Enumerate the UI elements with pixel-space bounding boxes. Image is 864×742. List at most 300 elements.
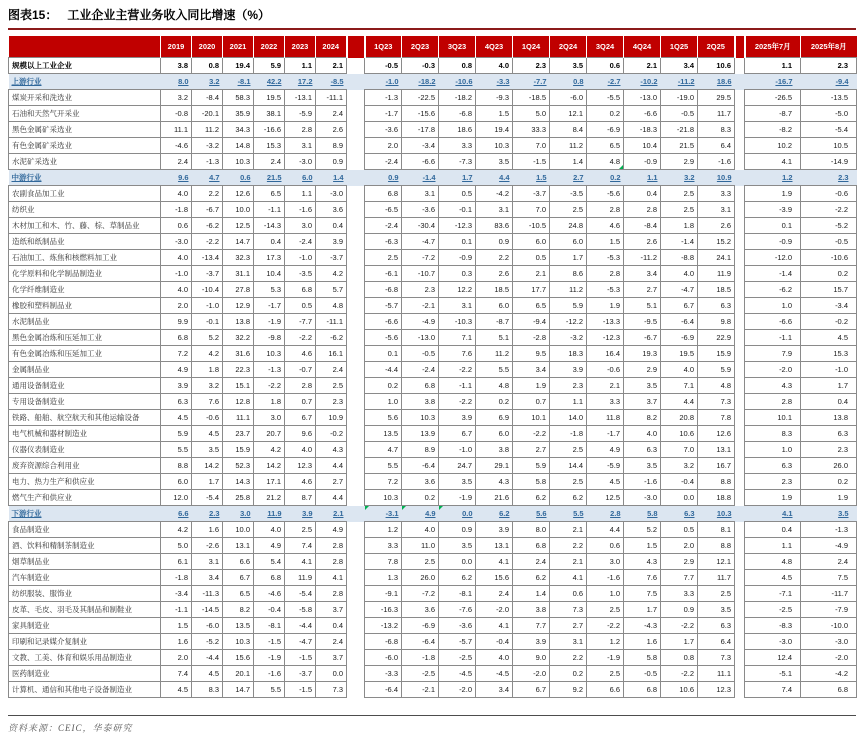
table-row <box>9 170 857 186</box>
cell: 0.4 <box>316 218 347 234</box>
cell: 6.8 <box>254 570 285 586</box>
cell: 4.2 <box>316 266 347 282</box>
cell: 6.7 <box>439 426 476 442</box>
cell: 10.3 <box>698 506 735 522</box>
cell: 6.4 <box>698 138 735 154</box>
cell: -1.9 <box>587 650 624 666</box>
comment-marker-icon <box>402 506 406 510</box>
cell: 4.0 <box>254 522 285 538</box>
cell: 2.6 <box>316 122 347 138</box>
column-gap <box>347 186 365 202</box>
cell: -4.7 <box>402 234 439 250</box>
table-header <box>9 36 857 58</box>
cell: -11.3 <box>192 586 223 602</box>
cell: 0.4 <box>624 186 661 202</box>
table-row <box>9 202 857 218</box>
cell: 1.7 <box>661 634 698 650</box>
cell: -18.2 <box>402 74 439 90</box>
cell: 24.7 <box>439 458 476 474</box>
cell: 1.3 <box>365 570 402 586</box>
cell: -3.4 <box>161 586 192 602</box>
column-gap <box>735 410 745 426</box>
column-gap <box>735 202 745 218</box>
column-gap <box>347 586 365 602</box>
cell: 23.7 <box>223 426 254 442</box>
column-header-year: 2024 <box>316 36 347 58</box>
cell: -18.2 <box>439 90 476 106</box>
column-header-year: 2019 <box>161 36 192 58</box>
cell: 0.4 <box>801 394 857 410</box>
cell: -14.5 <box>192 602 223 618</box>
cell: 8.3 <box>698 122 735 138</box>
cell: -4.3 <box>624 618 661 634</box>
cell: 2.7 <box>550 170 587 186</box>
table-row <box>9 570 857 586</box>
column-gap <box>735 442 745 458</box>
cell: -12.3 <box>587 330 624 346</box>
column-gap <box>735 650 745 666</box>
cell: 1.9 <box>801 490 857 506</box>
cell: -1.3 <box>801 522 857 538</box>
cell: 10.3 <box>223 634 254 650</box>
cell: 2.5 <box>550 202 587 218</box>
cell: 4.0 <box>624 426 661 442</box>
cell: 3.9 <box>161 378 192 394</box>
cell: 2.4 <box>476 586 513 602</box>
cell: 1.0 <box>365 394 402 410</box>
cell: -0.9 <box>745 234 801 250</box>
cell: 1.1 <box>624 170 661 186</box>
cell: 3.4 <box>624 266 661 282</box>
cell: 5.4 <box>254 554 285 570</box>
column-gap <box>735 666 745 682</box>
cell: 15.9 <box>698 346 735 362</box>
cell: 6.3 <box>698 618 735 634</box>
cell: 1.0 <box>745 442 801 458</box>
cell: 14.3 <box>223 474 254 490</box>
cell: 4.0 <box>161 186 192 202</box>
cell: 2.5 <box>550 442 587 458</box>
row-label: 金属制品业 <box>9 362 161 378</box>
cell: 6.0 <box>161 474 192 490</box>
cell: -3.6 <box>402 202 439 218</box>
cell: -3.5 <box>550 186 587 202</box>
cell: 6.3 <box>624 442 661 458</box>
cell: 4.0 <box>161 250 192 266</box>
table-row <box>9 314 857 330</box>
row-label: 家具制造业 <box>9 618 161 634</box>
comment-marker-icon <box>365 506 369 510</box>
cell: 2.4 <box>801 554 857 570</box>
row-label: 专用设备制造业 <box>9 394 161 410</box>
cell: -22.5 <box>402 90 439 106</box>
cell: 12.3 <box>285 458 316 474</box>
cell: 4.1 <box>476 554 513 570</box>
cell: -19.0 <box>661 90 698 106</box>
cell: -2.0 <box>439 682 476 698</box>
cell: 4.1 <box>745 506 801 522</box>
cell: 11.2 <box>550 282 587 298</box>
cell: 9.9 <box>161 314 192 330</box>
row-label: 农副食品加工业 <box>9 186 161 202</box>
cell: 11.1 <box>698 666 735 682</box>
cell: 6.5 <box>254 186 285 202</box>
cell: 7.5 <box>801 570 857 586</box>
cell: -18.5 <box>513 90 550 106</box>
table-row <box>9 554 857 570</box>
cell: 17.1 <box>254 474 285 490</box>
cell: 13.1 <box>476 538 513 554</box>
cell: -10.6 <box>439 74 476 90</box>
cell: 6.3 <box>698 298 735 314</box>
table-row <box>9 298 857 314</box>
cell: 7.0 <box>513 138 550 154</box>
cell: 4.4 <box>316 458 347 474</box>
cell: -3.0 <box>316 186 347 202</box>
cell: 1.7 <box>439 170 476 186</box>
cell: 6.7 <box>661 298 698 314</box>
cell: 9.6 <box>285 426 316 442</box>
cell: 3.2 <box>161 90 192 106</box>
cell: 11.0 <box>402 538 439 554</box>
cell: -6.7 <box>192 202 223 218</box>
column-gap <box>735 378 745 394</box>
cell: -4.7 <box>285 634 316 650</box>
cell: 0.5 <box>285 298 316 314</box>
cell: 29.5 <box>698 90 735 106</box>
cell: 7.2 <box>161 346 192 362</box>
cell: -1.1 <box>439 378 476 394</box>
cell: -0.1 <box>439 202 476 218</box>
table-row <box>9 282 857 298</box>
cell: -1.5 <box>285 650 316 666</box>
cell: -2.0 <box>476 602 513 618</box>
column-header-quarter: 3Q24 <box>587 36 624 58</box>
cell: 7.0 <box>513 202 550 218</box>
cell: 4.1 <box>550 570 587 586</box>
cell: 4.4 <box>661 394 698 410</box>
comment-marker-icon <box>619 165 623 169</box>
cell: 14.4 <box>550 458 587 474</box>
column-header-quarter: 2Q25 <box>698 36 735 58</box>
cell: 6.7 <box>513 682 550 698</box>
cell: -5.9 <box>285 106 316 122</box>
table-row <box>9 618 857 634</box>
cell: 2.2 <box>476 250 513 266</box>
row-label: 木材加工和木、竹、藤、棕、草制品业 <box>9 218 161 234</box>
cell: 2.0 <box>365 138 402 154</box>
cell: 3.9 <box>550 362 587 378</box>
cell: 7.1 <box>661 378 698 394</box>
cell: 2.8 <box>316 554 347 570</box>
cell: 8.0 <box>161 74 192 90</box>
cell: 2.5 <box>316 378 347 394</box>
column-gap <box>735 346 745 362</box>
cell: -1.9 <box>254 650 285 666</box>
cell: -30.4 <box>402 218 439 234</box>
cell: 4.8 <box>316 298 347 314</box>
cell: 21.6 <box>476 490 513 506</box>
cell: 6.3 <box>801 426 857 442</box>
cell: 10.0 <box>223 202 254 218</box>
cell: -11.2 <box>661 74 698 90</box>
column-gap <box>347 650 365 666</box>
cell: 6.6 <box>223 554 254 570</box>
table-row <box>9 186 857 202</box>
cell: -4.6 <box>254 586 285 602</box>
column-gap <box>735 426 745 442</box>
cell: -10.3 <box>439 314 476 330</box>
cell: 3.7 <box>316 650 347 666</box>
cell: 15.1 <box>223 378 254 394</box>
cell: -17.8 <box>402 122 439 138</box>
cell: 6.8 <box>402 378 439 394</box>
cell: -4.6 <box>161 138 192 154</box>
cell: -1.6 <box>587 570 624 586</box>
cell: 5.6 <box>365 410 402 426</box>
column-gap <box>347 362 365 378</box>
row-label: 废弃资源综合利用业 <box>9 458 161 474</box>
row-label: 化学原料和化学制品制造业 <box>9 266 161 282</box>
column-gap <box>735 522 745 538</box>
cell: 6.9 <box>476 410 513 426</box>
cell: 8.9 <box>402 442 439 458</box>
cell: 19.4 <box>223 58 254 74</box>
cell: 2.0 <box>661 538 698 554</box>
cell: 11.2 <box>550 138 587 154</box>
cell: 19.3 <box>624 346 661 362</box>
cell: 2.9 <box>661 554 698 570</box>
cell: 4.9 <box>402 506 439 522</box>
cell: 0.1 <box>439 234 476 250</box>
cell: -0.9 <box>439 250 476 266</box>
cell: 10.1 <box>745 410 801 426</box>
cell: 3.2 <box>192 74 223 90</box>
cell: 18.5 <box>698 282 735 298</box>
cell: 12.4 <box>745 650 801 666</box>
row-label: 皮革、毛皮、羽毛及其制品和制鞋业 <box>9 602 161 618</box>
cell: 3.4 <box>513 362 550 378</box>
cell: -13.0 <box>624 90 661 106</box>
cell: 2.4 <box>513 554 550 570</box>
cell: 16.1 <box>316 346 347 362</box>
cell: 16.7 <box>698 458 735 474</box>
cell: 4.9 <box>316 522 347 538</box>
cell: 10.3 <box>476 138 513 154</box>
cell: -6.9 <box>402 618 439 634</box>
cell: 4.7 <box>365 442 402 458</box>
cell: 6.5 <box>223 586 254 602</box>
cell: -2.5 <box>439 650 476 666</box>
cell: 3.3 <box>439 138 476 154</box>
cell: 13.1 <box>698 442 735 458</box>
cell: 6.1 <box>161 554 192 570</box>
cell: 2.1 <box>316 58 347 74</box>
cell: 2.9 <box>661 154 698 170</box>
table-row <box>9 602 857 618</box>
table-row <box>9 394 857 410</box>
cell: 2.3 <box>801 58 857 74</box>
cell: 4.1 <box>476 618 513 634</box>
cell: 9.2 <box>550 682 587 698</box>
cell: 2.2 <box>550 650 587 666</box>
cell: 1.4 <box>513 586 550 602</box>
cell: 6.3 <box>161 394 192 410</box>
cell: -5.3 <box>587 250 624 266</box>
cell: -3.3 <box>476 74 513 90</box>
column-gap <box>735 282 745 298</box>
table-row <box>9 474 857 490</box>
cell: -3.2 <box>550 330 587 346</box>
cell: -1.3 <box>254 362 285 378</box>
cell: -3.1 <box>365 506 402 522</box>
column-gap <box>347 250 365 266</box>
cell: 14.0 <box>550 410 587 426</box>
cell: -2.2 <box>801 202 857 218</box>
cell: -6.0 <box>192 618 223 634</box>
cell: 2.5 <box>698 586 735 602</box>
cell: 8.1 <box>698 522 735 538</box>
cell: 6.7 <box>223 570 254 586</box>
cell: 5.8 <box>624 650 661 666</box>
row-label: 石油加工、炼焦和核燃料加工业 <box>9 250 161 266</box>
column-gap <box>347 266 365 282</box>
cell: 1.8 <box>254 394 285 410</box>
cell: 6.5 <box>513 298 550 314</box>
cell: 1.4 <box>316 170 347 186</box>
cell: 4.5 <box>161 410 192 426</box>
column-gap <box>347 506 365 522</box>
cell: 4.5 <box>587 474 624 490</box>
cell: 12.5 <box>587 490 624 506</box>
cell: 0.8 <box>661 650 698 666</box>
cell: 6.3 <box>745 458 801 474</box>
row-label: 电力、热力生产和供应业 <box>9 474 161 490</box>
cell: 22.9 <box>698 330 735 346</box>
cell: 9.0 <box>513 650 550 666</box>
cell: -6.8 <box>365 634 402 650</box>
column-header-quarter: 2Q24 <box>550 36 587 58</box>
cell: -2.5 <box>745 602 801 618</box>
cell: -0.2 <box>801 314 857 330</box>
cell: -7.3 <box>439 154 476 170</box>
cell: 14.8 <box>223 138 254 154</box>
cell: -2.4 <box>365 218 402 234</box>
cell: -6.2 <box>316 330 347 346</box>
cell: 3.1 <box>550 634 587 650</box>
cell: -5.9 <box>587 458 624 474</box>
cell: -12.2 <box>550 314 587 330</box>
cell: -1.8 <box>402 650 439 666</box>
column-gap <box>735 474 745 490</box>
cell: 33.3 <box>513 122 550 138</box>
cell: 4.5 <box>192 426 223 442</box>
cell: 7.6 <box>439 346 476 362</box>
cell: -1.4 <box>402 170 439 186</box>
cell: 31.1 <box>223 266 254 282</box>
cell: -11.7 <box>801 586 857 602</box>
cell: 3.5 <box>439 538 476 554</box>
cell: -3.0 <box>801 634 857 650</box>
cell: 2.6 <box>624 234 661 250</box>
cell: 2.1 <box>624 58 661 74</box>
cell: 1.7 <box>192 474 223 490</box>
cell: 11.7 <box>698 570 735 586</box>
cell: 0.2 <box>476 394 513 410</box>
cell: 2.5 <box>587 602 624 618</box>
cell: 9.8 <box>698 314 735 330</box>
cell: -2.1 <box>402 298 439 314</box>
cell: 0.4 <box>254 234 285 250</box>
column-gap <box>735 154 745 170</box>
cell: 2.4 <box>254 154 285 170</box>
column-gap <box>735 490 745 506</box>
cell: -0.1 <box>192 314 223 330</box>
cell: 4.0 <box>661 266 698 282</box>
cell: -3.4 <box>801 298 857 314</box>
cell: 0.6 <box>161 218 192 234</box>
cell: -2.2 <box>285 330 316 346</box>
cell: 4.7 <box>192 170 223 186</box>
cell: -11.1 <box>316 314 347 330</box>
cell: 5.2 <box>192 330 223 346</box>
cell: 2.4 <box>316 106 347 122</box>
column-gap <box>347 298 365 314</box>
cell: -13.2 <box>365 618 402 634</box>
cell: 3.2 <box>661 170 698 186</box>
cell: 7.9 <box>745 346 801 362</box>
cell: 2.0 <box>161 298 192 314</box>
cell: 8.8 <box>698 474 735 490</box>
cell: 8.2 <box>624 410 661 426</box>
cell: 3.9 <box>439 410 476 426</box>
cell: 10.3 <box>223 154 254 170</box>
cell: 4.2 <box>192 346 223 362</box>
cell: -8.1 <box>223 74 254 90</box>
cell: 3.1 <box>192 554 223 570</box>
cell: 3.0 <box>587 554 624 570</box>
column-gap <box>735 554 745 570</box>
cell: 7.8 <box>365 554 402 570</box>
cell: 12.1 <box>550 106 587 122</box>
cell: -1.0 <box>192 298 223 314</box>
cell: -1.8 <box>161 570 192 586</box>
cell: 7.3 <box>698 650 735 666</box>
cell: -6.9 <box>661 330 698 346</box>
cell: 0.7 <box>513 394 550 410</box>
cell: 10.6 <box>698 58 735 74</box>
cell: 6.0 <box>476 298 513 314</box>
table-row <box>9 490 857 506</box>
cell: -1.7 <box>365 106 402 122</box>
column-gap <box>735 250 745 266</box>
cell: 20.8 <box>661 410 698 426</box>
cell: 2.4 <box>161 154 192 170</box>
cell: 13.5 <box>365 426 402 442</box>
cell: -2.1 <box>402 682 439 698</box>
cell: 3.1 <box>285 138 316 154</box>
cell: 8.0 <box>513 522 550 538</box>
cell: -4.9 <box>801 538 857 554</box>
cell: 14.7 <box>223 682 254 698</box>
cell: 2.7 <box>624 282 661 298</box>
cell: 6.2 <box>550 490 587 506</box>
cell: 22.3 <box>223 362 254 378</box>
cell: 31.6 <box>223 346 254 362</box>
cell: 4.1 <box>745 154 801 170</box>
cell: -0.5 <box>801 234 857 250</box>
cell: 13.1 <box>223 538 254 554</box>
